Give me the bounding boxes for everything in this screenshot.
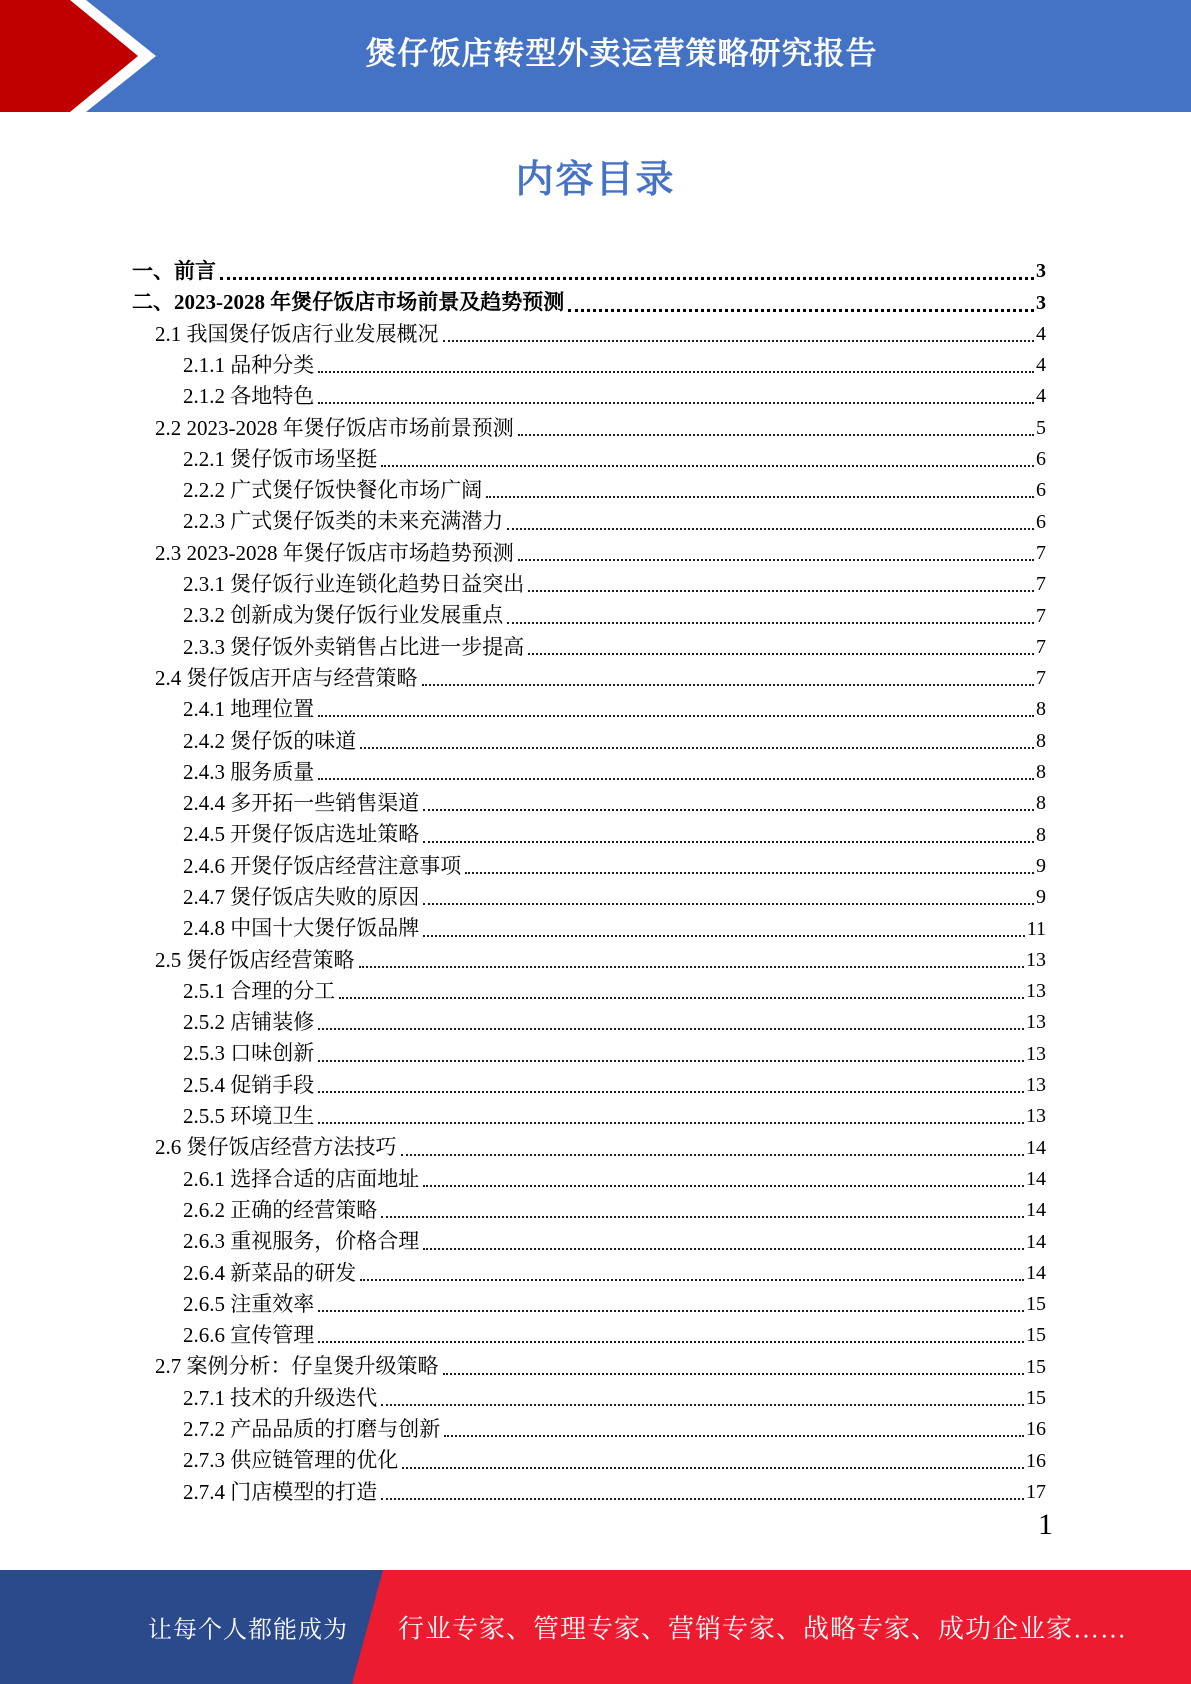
toc-entry[interactable] <box>132 316 1046 347</box>
dot-leader <box>507 528 1034 530</box>
toc-entry-label: 2.3.3 煲仔饭外卖销售占比进一步提高 <box>183 634 525 659</box>
toc-entry[interactable] <box>132 503 1046 534</box>
dot-leader <box>318 1122 1024 1124</box>
report-title: 煲仔饭店转型外卖运营策略研究报告 <box>365 35 878 71</box>
toc-entry-page: 4 <box>1036 385 1046 408</box>
toc-entry-page: 15 <box>1026 1355 1046 1378</box>
toc-entry-page: 14 <box>1026 1167 1046 1190</box>
dot-leader <box>339 997 1024 999</box>
dot-leader <box>423 1248 1024 1250</box>
toc-entry-page: 8 <box>1036 761 1046 784</box>
toc-entry-label: 2.5.3 口味创新 <box>183 1041 315 1066</box>
toc-entry-page: 7 <box>1036 573 1046 596</box>
toc-entry-page: 9 <box>1036 854 1046 877</box>
toc-entry-page: 13 <box>1026 1042 1046 1065</box>
dot-leader <box>318 1060 1024 1062</box>
dot-leader <box>318 778 1034 780</box>
toc-entry-label: 2.6.2 正确的经营策略 <box>183 1197 378 1222</box>
toc-entry[interactable] <box>132 691 1046 722</box>
footer-banner <box>0 1570 1191 1684</box>
dot-leader <box>443 1373 1025 1375</box>
dot-leader <box>381 1216 1024 1218</box>
toc-entry-page: 8 <box>1036 792 1046 815</box>
toc-entry-label: 2.7.2 产品品质的打磨与创新 <box>183 1417 441 1442</box>
toc-entry[interactable] <box>132 535 1046 566</box>
dot-leader <box>423 903 1034 905</box>
dot-leader <box>359 966 1025 968</box>
toc-entry-label: 2.7 案例分析：仔皇煲升级策略 <box>155 1354 439 1379</box>
dot-leader <box>528 590 1034 592</box>
toc-entry-page: 8 <box>1036 729 1046 752</box>
toc-entry-page: 13 <box>1026 980 1046 1003</box>
toc-entry[interactable] <box>132 754 1046 785</box>
dot-leader <box>381 465 1034 467</box>
dot-leader <box>423 1185 1024 1187</box>
toc-entry-label: 2.4.1 地理位置 <box>183 697 315 722</box>
dot-leader <box>465 872 1034 874</box>
toc-entry[interactable] <box>132 1161 1046 1192</box>
toc-entry-label: 2.6.1 选择合适的店面地址 <box>183 1166 420 1191</box>
toc-entry[interactable] <box>132 1035 1046 1066</box>
toc-entry-label: 2.5.4 促销手段 <box>183 1072 315 1097</box>
dot-leader <box>518 434 1034 436</box>
toc-entry[interactable] <box>132 973 1046 1004</box>
dot-leader <box>402 1467 1024 1469</box>
toc-entry-label: 2.6.5 注重效率 <box>183 1291 315 1316</box>
toc-entry-page: 8 <box>1036 698 1046 721</box>
toc-entry-label: 2.4.4 多开拓一些销售渠道 <box>183 791 420 816</box>
dot-leader <box>381 1498 1024 1500</box>
toc-entry-label: 2.4 煲仔饭店开店与经营策略 <box>155 665 418 690</box>
footer-slogan-left: 让每个人都能成为 <box>148 1617 348 1644</box>
toc-title: 内容目录 <box>515 159 676 201</box>
toc-entry[interactable] <box>132 1474 1046 1505</box>
toc-entry[interactable] <box>132 879 1046 910</box>
toc-entry[interactable] <box>132 1004 1046 1035</box>
dot-leader <box>318 402 1034 404</box>
toc-entry[interactable] <box>132 722 1046 753</box>
toc-entry-page: 15 <box>1026 1324 1046 1347</box>
toc-entry-label: 2.2.3 广式煲仔饭类的未来充满潜力 <box>183 509 504 534</box>
toc-entry[interactable] <box>132 942 1046 973</box>
toc-entry-page: 4 <box>1036 322 1046 345</box>
toc-entry-label: 2.7.3 供应链管理的优化 <box>183 1448 399 1473</box>
toc-entry-label: 二、2023-2028 年煲仔饭店市场前景及趋势预测 <box>132 290 565 315</box>
dot-leader <box>486 496 1034 498</box>
toc-entry[interactable] <box>132 816 1046 847</box>
toc-entry-label: 2.7.1 技术的升级迭代 <box>183 1385 378 1410</box>
dot-leader <box>318 371 1034 373</box>
dot-leader <box>360 747 1034 749</box>
toc-entry-label: 2.1 我国煲仔饭店行业发展概况 <box>155 321 439 346</box>
toc-entry-page: 13 <box>1026 1074 1046 1097</box>
toc-entry-label: 2.2.2 广式煲仔饭快餐化市场广阔 <box>183 478 483 503</box>
dot-leader <box>507 622 1034 624</box>
toc-entry-page: 7 <box>1036 541 1046 564</box>
toc-entry-label: 2.4.8 中国十大煲仔饭品牌 <box>183 916 420 941</box>
toc-entry-page: 11 <box>1026 917 1046 940</box>
toc-entry[interactable] <box>132 1411 1046 1442</box>
toc-entry-label: 2.4.7 煲仔饭店失败的原因 <box>183 884 420 909</box>
toc-entry[interactable] <box>132 848 1046 879</box>
toc-entry[interactable] <box>132 1380 1046 1411</box>
toc-entry[interactable] <box>132 785 1046 816</box>
dot-leader <box>318 1341 1024 1343</box>
toc-entry-page: 14 <box>1026 1199 1046 1222</box>
toc-entry-label: 2.3.1 煲仔饭行业连锁化趋势日益突出 <box>183 572 525 597</box>
toc-entry-label: 2.1.2 各地特色 <box>183 384 315 409</box>
dot-leader <box>401 1154 1025 1156</box>
toc-entry-page: 14 <box>1026 1230 1046 1253</box>
toc-entry-page: 16 <box>1026 1449 1046 1472</box>
toc-entry[interactable] <box>132 1129 1046 1160</box>
toc-entry-label: 2.6.4 新菜品的研发 <box>183 1260 357 1285</box>
toc-entry-page: 7 <box>1036 667 1046 690</box>
toc-entry-label: 2.4.5 开煲仔饭店选址策略 <box>183 822 420 847</box>
toc-entry[interactable] <box>132 378 1046 409</box>
toc-entry-label: 2.3 2023-2028 年煲仔饭店市场趋势预测 <box>155 540 514 565</box>
toc-entry[interactable] <box>132 566 1046 597</box>
toc-entry-page: 17 <box>1026 1480 1046 1503</box>
toc-entry[interactable] <box>132 1286 1046 1317</box>
toc-entry[interactable] <box>132 253 1046 284</box>
toc-entry-label: 2.2 2023-2028 年煲仔饭店市场前景预测 <box>155 415 514 440</box>
toc-entry[interactable] <box>132 441 1046 472</box>
toc-entry-label: 2.4.2 煲仔饭的味道 <box>183 728 357 753</box>
toc-entry-label: 2.5.2 店铺装修 <box>183 1010 315 1035</box>
toc-entry[interactable] <box>132 284 1046 315</box>
dot-leader <box>318 1091 1024 1093</box>
toc-entry-label: 一、前言 <box>132 259 216 284</box>
toc-entry[interactable] <box>132 472 1046 503</box>
toc-entry-page: 14 <box>1026 1261 1046 1284</box>
toc-entry[interactable] <box>132 1067 1046 1098</box>
header-banner <box>0 0 1191 112</box>
toc-entry[interactable] <box>132 629 1046 660</box>
toc-entry-page: 6 <box>1036 479 1046 502</box>
toc-entry-page: 4 <box>1036 354 1046 377</box>
toc-entry[interactable] <box>132 1255 1046 1286</box>
page-number: 1 <box>1038 1508 1053 1541</box>
dot-leader <box>443 340 1035 342</box>
toc-entry-label: 2.5.1 合理的分工 <box>183 978 336 1003</box>
toc-entry-page: 5 <box>1036 416 1046 439</box>
toc-entry-label: 2.6.6 宣传管理 <box>183 1323 315 1348</box>
toc-entry-label: 2.2.1 煲仔饭市场坚挺 <box>183 446 378 471</box>
toc-entry-label: 2.6.3 重视服务，价格合理 <box>183 1229 420 1254</box>
toc-entry-label: 2.5 煲仔饭店经营策略 <box>155 947 355 972</box>
footer-slogan-right: 行业专家、管理专家、营销专家、战略专家、成功企业家…… <box>398 1614 1128 1644</box>
toc-entry[interactable] <box>132 1223 1046 1254</box>
dot-leader <box>444 1435 1024 1437</box>
dot-leader <box>318 715 1034 717</box>
toc-entry[interactable] <box>132 1192 1046 1223</box>
toc-entry-page: 13 <box>1026 948 1046 971</box>
toc-entry-page: 3 <box>1036 260 1046 283</box>
toc-entry[interactable] <box>132 910 1046 941</box>
toc-entry[interactable] <box>132 1348 1046 1379</box>
toc-entry-page: 3 <box>1036 291 1046 314</box>
toc-entry-page: 7 <box>1036 604 1046 627</box>
dot-leader <box>381 1404 1024 1406</box>
toc-entry-page: 7 <box>1036 635 1046 658</box>
dot-leader <box>518 559 1034 561</box>
toc-entry-page: 6 <box>1036 448 1046 471</box>
dot-leader <box>360 1279 1024 1281</box>
toc-entry-page: 15 <box>1026 1386 1046 1409</box>
dot-leader <box>422 684 1035 686</box>
dot-leader <box>318 1028 1024 1030</box>
toc-entry-page: 13 <box>1026 1105 1046 1128</box>
toc-entry-page: 13 <box>1026 1011 1046 1034</box>
toc-entry[interactable] <box>132 1442 1046 1473</box>
dot-leader <box>568 309 1034 312</box>
toc-entry[interactable] <box>132 1317 1046 1348</box>
toc-entry-page: 15 <box>1026 1293 1046 1316</box>
toc-entry-label: 2.4.3 服务质量 <box>183 759 315 784</box>
dot-leader <box>318 1310 1024 1312</box>
toc-entry-label: 2.1.1 品种分类 <box>183 352 315 377</box>
toc-entry[interactable] <box>132 597 1046 628</box>
toc-entry[interactable] <box>132 1098 1046 1129</box>
dot-leader <box>423 935 1024 937</box>
toc-entry-page: 16 <box>1026 1418 1046 1441</box>
toc-entry[interactable] <box>132 347 1046 378</box>
toc-entry-label: 2.5.5 环境卫生 <box>183 1104 315 1129</box>
toc-entry-page: 9 <box>1036 886 1046 909</box>
toc-list <box>132 253 1046 1505</box>
toc-entry-page: 14 <box>1026 1136 1046 1159</box>
toc-entry-label: 2.7.4 门店模型的打造 <box>183 1479 378 1504</box>
dot-leader <box>220 277 1034 280</box>
toc-entry[interactable] <box>132 409 1046 440</box>
toc-entry-label: 2.4.6 开煲仔饭店经营注意事项 <box>183 853 462 878</box>
dot-leader <box>528 653 1034 655</box>
toc-entry-label: 2.3.2 创新成为煲仔饭行业发展重点 <box>183 603 504 628</box>
toc-entry-page: 6 <box>1036 510 1046 533</box>
toc-entry[interactable] <box>132 660 1046 691</box>
toc-entry-page: 8 <box>1036 823 1046 846</box>
toc-entry-label: 2.6 煲仔饭店经营方法技巧 <box>155 1135 397 1160</box>
dot-leader <box>423 809 1034 811</box>
dot-leader <box>423 841 1034 843</box>
